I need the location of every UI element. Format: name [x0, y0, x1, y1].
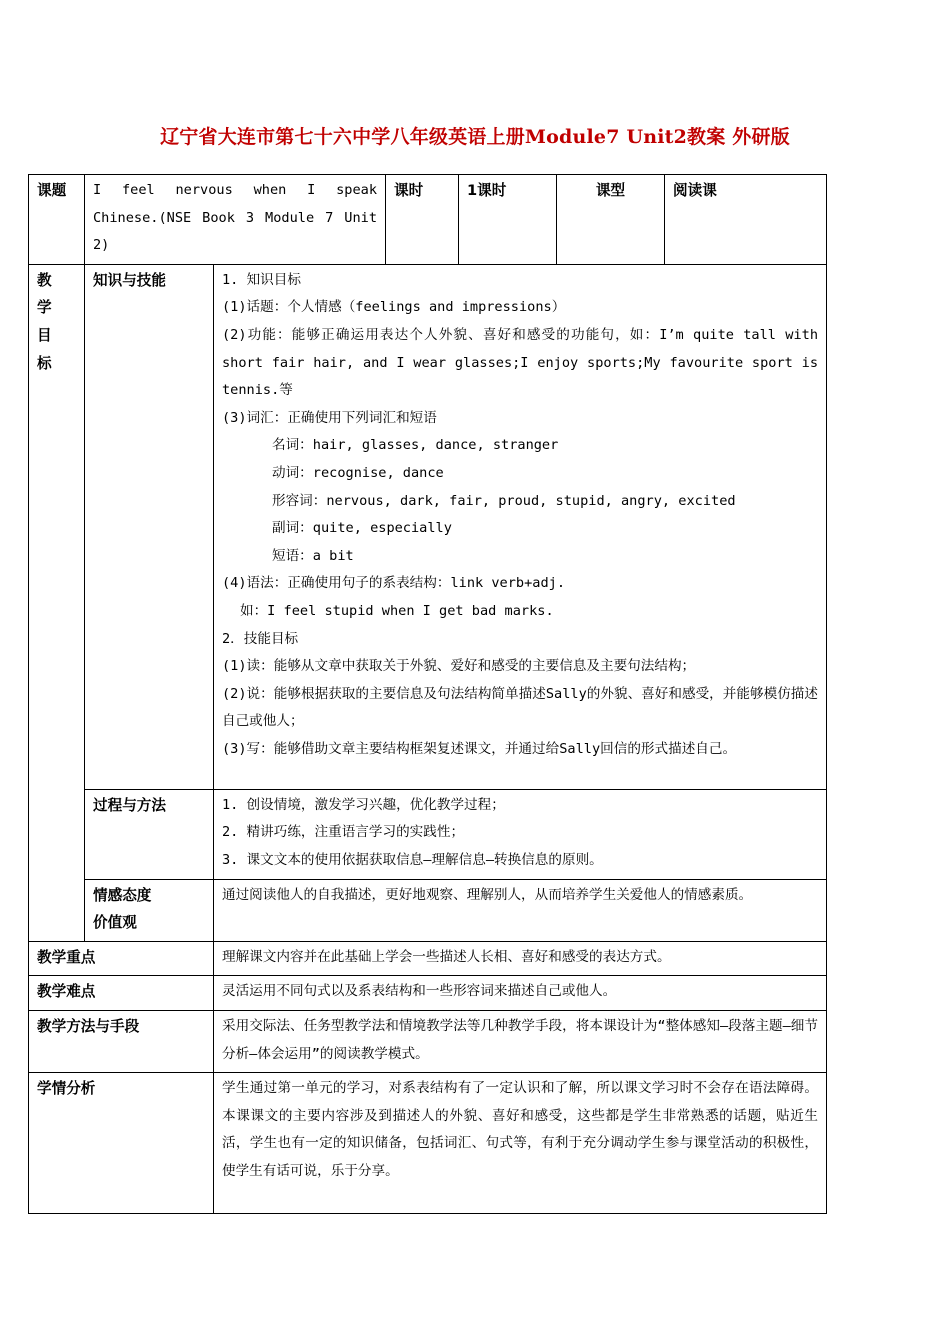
emotion-label: [85, 879, 214, 941]
topic-label: 课题: [29, 175, 85, 265]
difficulty-row: [29, 976, 827, 1011]
emotion-label-line: 情感态度: [93, 886, 152, 904]
emotion-row: [29, 879, 827, 941]
page-title: 辽宁省大连市第七十六中学八年级英语上册Module7 Unit2教案 外研版: [160, 126, 790, 148]
knowledge-line: (1)话题：个人情感（feelings and impressions）: [222, 299, 566, 316]
emotion-text: 通过阅读他人的自我描述，更好地观察、理解别人，从而培养学生关爱他人的情感素质。: [214, 879, 827, 941]
type-label: 课型: [557, 175, 665, 265]
process-line: 3. 课文文本的使用依据获取信息—理解信息—转换信息的原则。: [222, 851, 603, 868]
goals-label-char: 标: [37, 354, 52, 372]
process-label: 过程与方法: [85, 789, 214, 879]
analysis-label: 学情分析: [29, 1073, 214, 1214]
knowledge-line: 形容词：nervous, dark, fair, proud, stupid, angry, excited: [272, 492, 736, 509]
difficulty-label: 教学难点: [29, 976, 214, 1011]
hours-value: 1课时: [459, 175, 557, 265]
goals-label-char: 学: [37, 299, 52, 317]
difficulty-text: 灵活运用不同句式以及系表结构和一些形容词来描述自己或他人。: [214, 976, 827, 1011]
knowledge-line: (2)功能：能够正确运用表达个人外貌、喜好和感受的功能句，如：I’m quite tall with short fair hair, and I wear glasses;I enjoy sports;My favourite sport is tennis.等: [222, 326, 819, 399]
knowledge-content: [214, 264, 827, 789]
knowledge-line: (3)词汇：正确使用下列词汇和短语: [222, 409, 437, 426]
knowledge-line: 2．技能目标: [222, 630, 299, 647]
process-line: 1. 创设情境，激发学习兴趣，优化教学过程；: [222, 796, 505, 813]
topic-value: I feel nervous when I speak Chinese.(NSE Book 3 Module 7 Unit 2): [85, 175, 386, 265]
goals-label-char: 教: [37, 271, 52, 289]
knowledge-line: (2)说：能够根据获取的主要信息及句法结构简单描述Sally的外貌、喜好和感受，并能够模仿描述自己或他人；: [222, 685, 819, 730]
hours-label: 课时: [386, 175, 459, 265]
knowledge-line: 动词：recognise, dance: [272, 464, 444, 481]
knowledge-line: 名词：hair, glasses, dance, stranger: [272, 437, 559, 454]
methods-label: 教学方法与手段: [29, 1010, 214, 1072]
key-point-label: 教学重点: [29, 941, 214, 976]
emotion-label-line: 价值观: [93, 914, 137, 932]
header-row: [29, 175, 827, 265]
knowledge-line: (1)读：能够从文章中获取关于外貌、爱好和感受的主要信息及主要句法结构；: [222, 658, 696, 675]
knowledge-label: 知识与技能: [85, 264, 214, 789]
key-point-text: 理解课文内容并在此基础上学会一些描述人长相、喜好和感受的表达方式。: [214, 941, 827, 976]
process-content: [214, 789, 827, 879]
key-point-row: [29, 941, 827, 976]
knowledge-row: [29, 264, 827, 789]
knowledge-line: 副词：quite, especially: [272, 520, 452, 537]
knowledge-line: 1. 知识目标: [222, 271, 301, 288]
knowledge-line: 短语：a bit: [272, 547, 354, 564]
goals-label: [29, 264, 85, 941]
goals-label-char: 目: [37, 326, 52, 344]
analysis-row: [29, 1073, 827, 1214]
knowledge-line: (3)写：能够借助文章主要结构框架复述课文，并通过给Sally回信的形式描述自己。: [222, 740, 737, 757]
process-line: 2. 精讲巧练，注重语言学习的实践性；: [222, 824, 465, 841]
methods-text: 采用交际法、任务型教学法和情境教学法等几种教学手段，将本课设计为“整体感知—段落主题—细节分析—体会运用”的阅读教学模式。: [214, 1010, 827, 1072]
knowledge-line: (4)语法：正确使用句子的系表结构：link verb+adj.: [222, 575, 566, 592]
analysis-text: 学生通过第一单元的学习，对系表结构有了一定认识和了解，所以课文学习时不会存在语法障碍。本课课文的主要内容涉及到描述人的外貌、喜好和感受，这些都是学生非常熟悉的话题，贴近生活，学生也有一定的知识储备，包括词汇、句式等，有利于充分调动学生参与课堂活动的积极性，使学生有话可说，乐于分享。: [214, 1073, 827, 1214]
knowledge-line: 如：I feel stupid when I get bad marks.: [240, 602, 554, 619]
process-row: [29, 789, 827, 879]
methods-row: [29, 1010, 827, 1072]
type-value: 阅读课: [665, 175, 827, 265]
lesson-plan-table: [28, 174, 827, 1214]
